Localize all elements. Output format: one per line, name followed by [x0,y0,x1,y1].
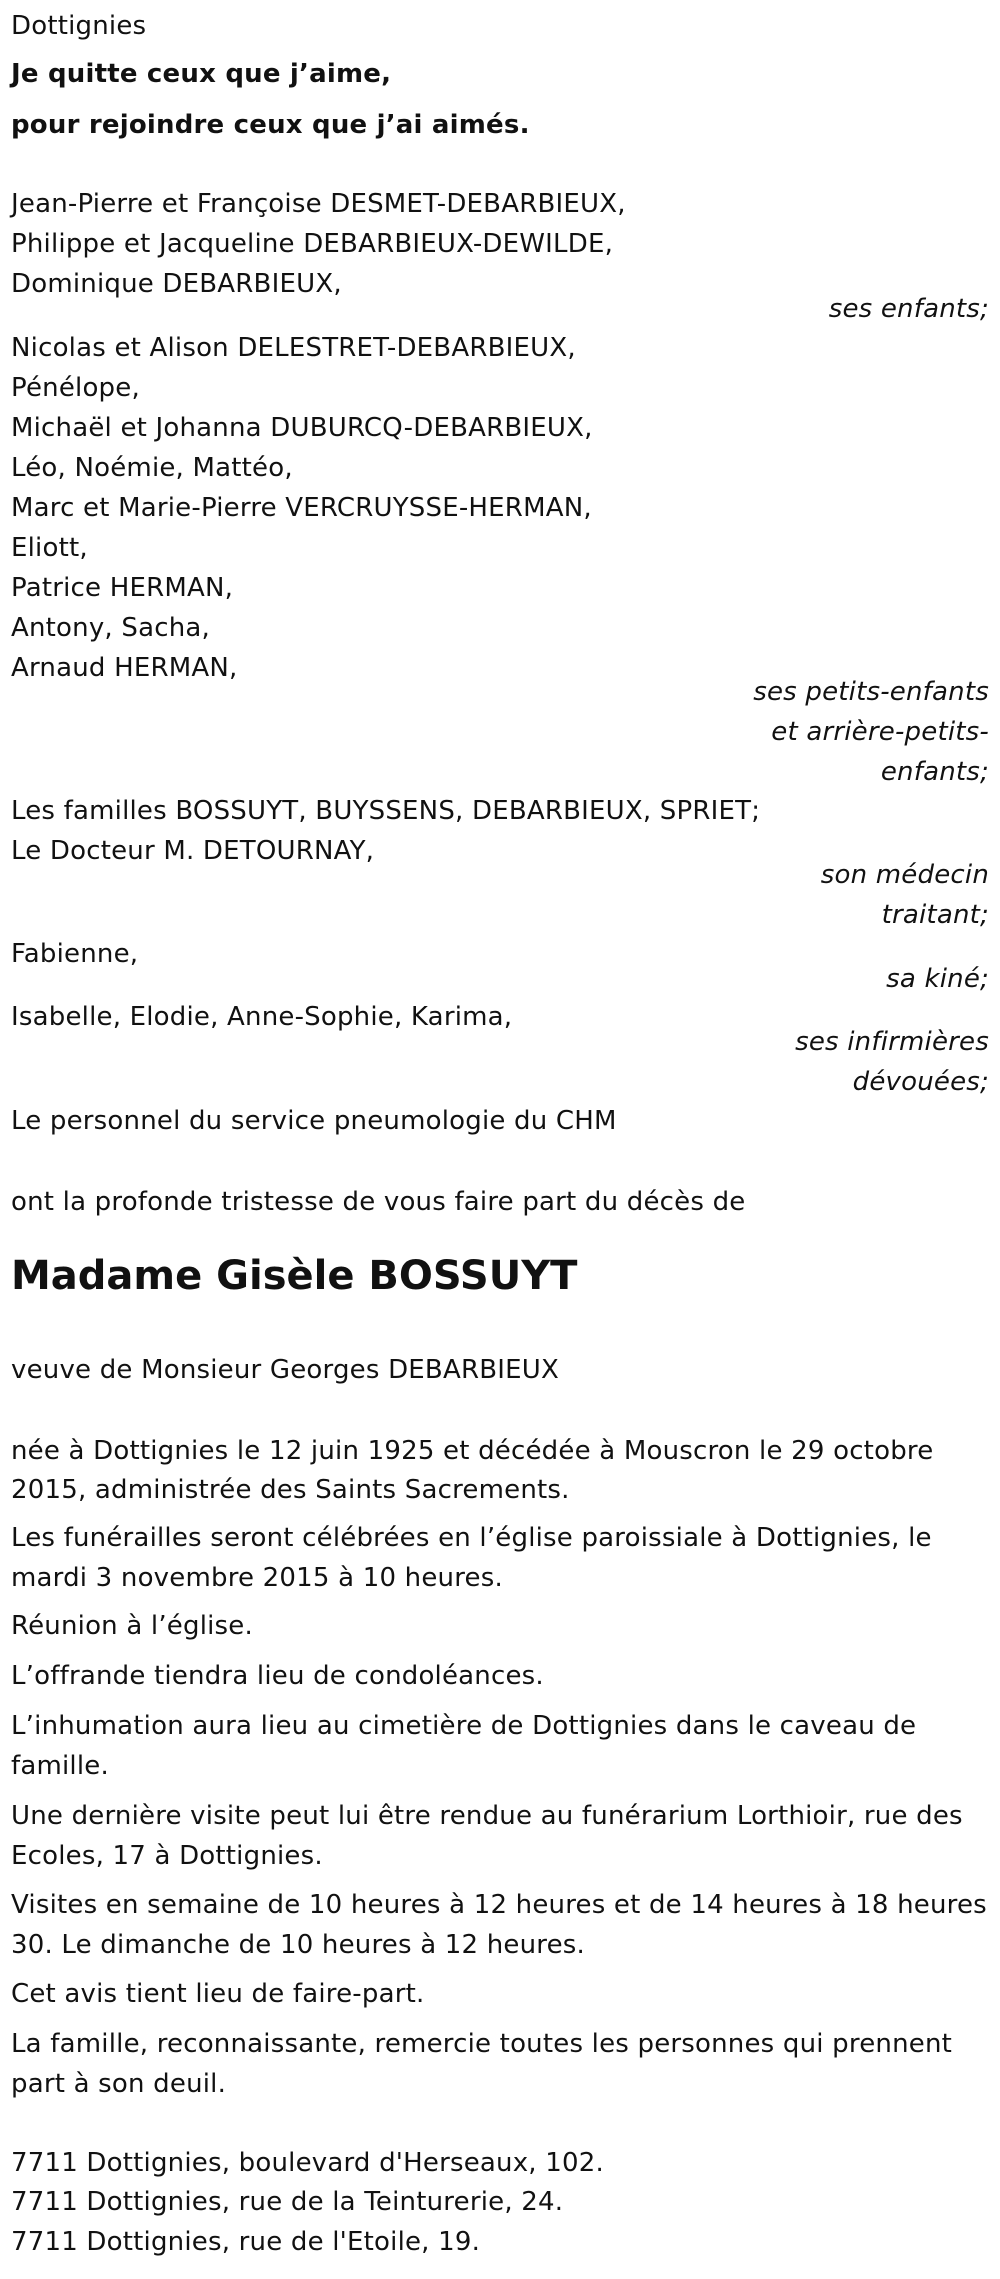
motto-line-1: Je quitte ceux que j’aime, [11,59,392,89]
relation-label: dévouées; [852,1067,989,1097]
detail-line: La famille, reconnaissante, remercie toutes les personnes qui prennent [11,2029,953,2059]
detail-line: famille. [11,1751,109,1781]
family-line: Marc et Marie-Pierre VERCRUYSSE-HERMAN, [11,493,592,523]
detail-line: L’offrande tiendra lieu de condoléances. [11,1661,544,1691]
motto-line-2: pour rejoindre ceux que j’ai aimés. [11,110,530,140]
family-line: Les familles BOSSUYT, BUYSSENS, DEBARBIEUX, SPRIET; [11,796,761,826]
announcement-text: ont la profonde tristesse de vous faire part du décès de [11,1187,746,1217]
family-line: Fabienne, [11,939,139,969]
detail-line: 30. Le dimanche de 10 heures à 12 heures. [11,1930,586,1960]
relation-label: traitant; [881,900,989,930]
detail-line: 2015, administrée des Saints Sacrements. [11,1475,570,1505]
address-line: 7711 Dottignies, rue de l'Etoile, 19. [11,2227,481,2257]
widow-of-line: veuve de Monsieur Georges DEBARBIEUX [11,1355,559,1385]
relation-label: son médecin [820,860,989,890]
family-line: Le Docteur M. DETOURNAY, [11,836,375,866]
family-line: Arnaud HERMAN, [11,653,238,683]
relation-label: ses infirmières [795,1027,989,1057]
relation-label: sa kiné; [886,964,989,994]
detail-line: L’inhumation aura lieu au cimetière de Dottignies dans le caveau de [11,1711,917,1741]
detail-line: Les funérailles seront célébrées en l’église paroissiale à Dottignies, le [11,1523,932,1553]
city-heading: Dottignies [11,11,147,41]
detail-line: Cet avis tient lieu de faire-part. [11,1979,425,2009]
family-line: Philippe et Jacqueline DEBARBIEUX-DEWILDE, [11,229,614,259]
family-line: Patrice HERMAN, [11,573,234,603]
family-line: Antony, Sacha, [11,613,210,643]
detail-line: née à Dottignies le 12 juin 1925 et décédée à Mouscron le 29 octobre [11,1436,934,1466]
address-line: 7711 Dottignies, rue de la Teinturerie, 24. [11,2187,564,2217]
family-line: Michaël et Johanna DUBURCQ-DEBARBIEUX, [11,413,593,443]
address-line: 7711 Dottignies, boulevard d'Herseaux, 102. [11,2148,604,2178]
family-line: Léo, Noémie, Mattéo, [11,453,293,483]
relation-label: ses petits-enfants [753,677,989,707]
relation-label: et arrière-petits- [771,717,989,747]
deceased-name: Madame Gisèle BOSSUYT [11,1253,578,1299]
relation-label: ses enfants; [828,294,989,324]
family-line: Pénélope, [11,373,140,403]
family-line: Le personnel du service pneumologie du CHM [11,1106,617,1136]
family-line: Eliott, [11,533,88,563]
detail-line: Réunion à l’église. [11,1611,253,1641]
family-line: Dominique DEBARBIEUX, [11,269,342,299]
family-line: Nicolas et Alison DELESTRET-DEBARBIEUX, [11,333,576,363]
detail-line: part à son deuil. [11,2069,227,2099]
detail-line: Une dernière visite peut lui être rendue au funérarium Lorthioir, rue des [11,1801,963,1831]
relation-label: enfants; [880,757,989,787]
family-line: Jean-Pierre et Françoise DESMET-DEBARBIEUX, [11,189,626,219]
detail-line: Visites en semaine de 10 heures à 12 heures et de 14 heures à 18 heures [11,1890,987,1920]
family-line: Isabelle, Elodie, Anne-Sophie, Karima, [11,1002,513,1032]
detail-line: Ecoles, 17 à Dottignies. [11,1841,323,1871]
detail-line: mardi 3 novembre 2015 à 10 heures. [11,1563,503,1593]
